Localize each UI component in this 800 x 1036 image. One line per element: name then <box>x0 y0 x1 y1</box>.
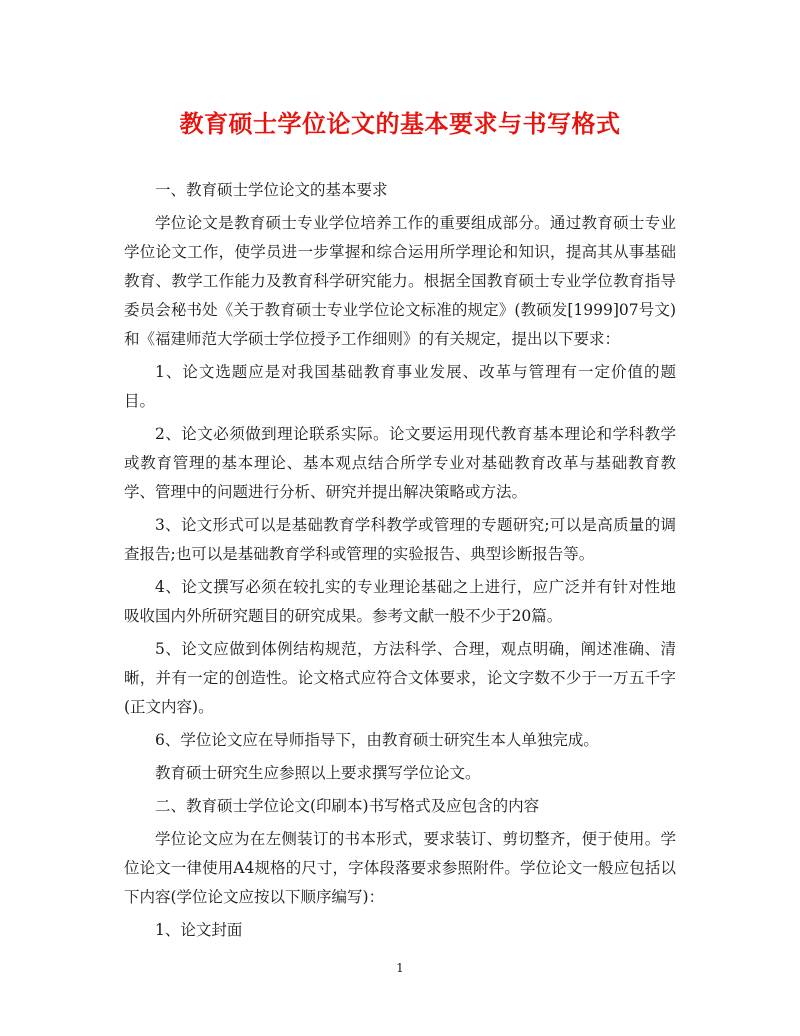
requirement-item-4: 4、论文撰写必须在较扎实的专业理论基础之上进行，应广泛并有针对性地吸收国内外所研究题目的研究成果。参考文献一般不少于20篇。 <box>124 578 676 625</box>
requirement-item-1: 1、论文选题应是对我国基础教育事业发展、改革与管理有一定价值的题目。 <box>124 363 676 410</box>
document-title: 教育硕士学位论文的基本要求与书写格式 <box>179 109 621 138</box>
section-heading-1: 一、教育硕士学位论文的基本要求 <box>155 181 388 199</box>
paragraph-summary: 教育硕士研究生应参照以上要求撰写学位论文。 <box>155 764 481 782</box>
requirement-item-3: 3、论文形式可以是基础教育学科教学或管理的专题研究;可以是高质量的调查报告;也可以是基础教育学科或管理的实验报告、典型诊断报告等。 <box>124 516 676 563</box>
requirement-item-6: 6、学位论文应在导师指导下，由教育硕士研究生本人单独完成。 <box>155 731 599 749</box>
paragraph-format: 学位论文应为在左侧装订的书本形式，要求装订、剪切整齐，便于使用。学位论文一律使用A4规格的尺寸，字体段落要求参照附件。学位论文一般应包括以下内容(学位论文应按以下顺序编写)： <box>124 830 676 906</box>
content-item-1: 1、论文封面 <box>155 921 243 939</box>
document-body <box>124 176 676 949</box>
page-number: 1 <box>396 961 404 975</box>
requirement-item-5: 5、论文应做到体例结构规范，方法科学、合理，观点明确，阐述准确、清晰，并有一定的创造性。论文格式应符合文体要求，论文字数不少于一万五千字(正文内容)。 <box>124 640 676 716</box>
paragraph-intro: 学位论文是教育硕士专业学位培养工作的重要组成部分。通过教育硕士专业学位论文工作，使学员进一步掌握和综合运用所学理论和知识，提高其从事基础教育、教学工作能力及教育科学研究能力。根据全国教育硕士专业学位教育指导委员会秘书处《关于教育硕士专业学位论文标准的规定》(教硕发[1999]07号文)和《福建师范大学硕士学位授予工作细则》的有关规定，提出以下要求： <box>124 214 676 348</box>
requirement-item-2: 2、论文必须做到理论联系实际。论文要运用现代教育基本理论和学科教学或教育管理的基本理论、基本观点结合所学专业对基础教育改革与基础教育教学、管理中的问题进行分析、研究并提出解决策略或方法。 <box>124 425 676 501</box>
section-heading-2: 二、教育硕士学位论文(印刷本)书写格式及应包含的内容 <box>155 797 540 815</box>
